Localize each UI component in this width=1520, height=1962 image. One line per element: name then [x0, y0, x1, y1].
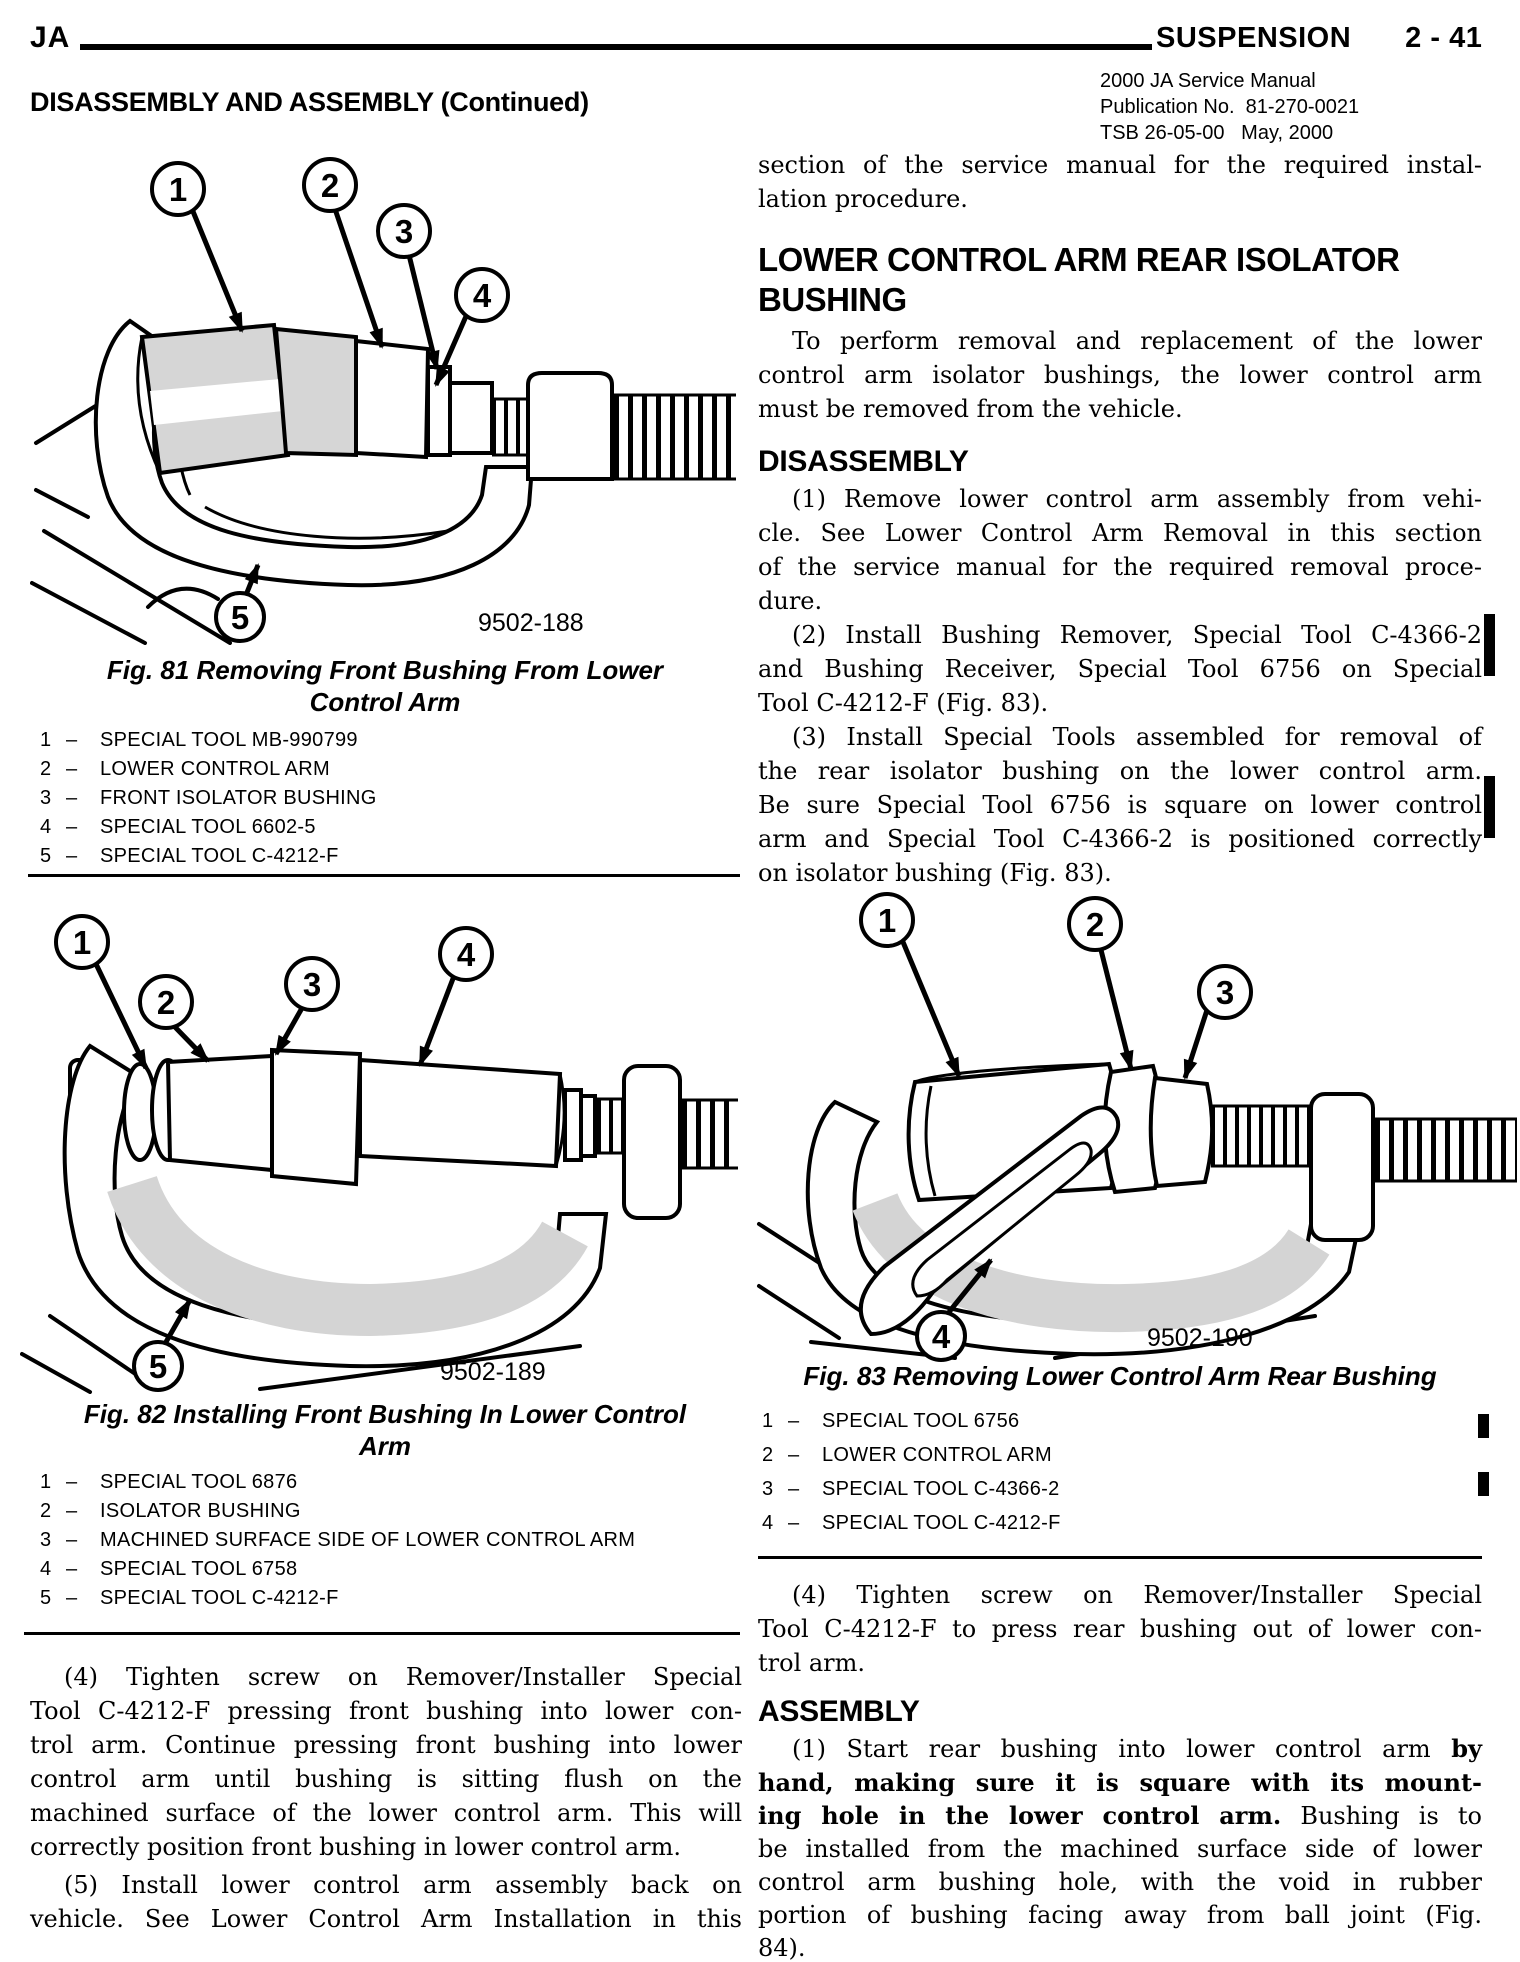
- figure-83-legend: [762, 1404, 1462, 1540]
- tool-stack: [124, 1050, 595, 1184]
- figure-82-caption: Fig. 82 Installing Front Bushing In Lower Control Arm: [83, 1399, 687, 1461]
- figure-82-legend: [40, 1468, 740, 1613]
- column-divider-rule: [28, 874, 740, 877]
- page-number: 2 - 41: [1405, 22, 1483, 54]
- column-divider-rule: [24, 1632, 740, 1635]
- legend-item: 4 – SPECIAL TOOL 6602-5: [40, 816, 316, 838]
- svg-text:2: 2: [1085, 906, 1105, 943]
- revision-bar: [1478, 1414, 1489, 1438]
- legend-item: 4 – SPECIAL TOOL 6758: [40, 1558, 298, 1580]
- disassembly-heading: DISASSEMBLY: [758, 445, 969, 478]
- page-header: [1156, 22, 1482, 54]
- callout-4: [429, 269, 508, 390]
- assembly-heading: ASSEMBLY: [758, 1695, 920, 1728]
- section-heading: LOWER CONTROL ARM REAR ISOLATOR BUSHING: [758, 241, 1400, 318]
- legend-item: 5 – SPECIAL TOOL C-4212-F: [40, 845, 339, 867]
- figure-id-label: 9502-190: [1147, 1324, 1253, 1352]
- manual-info: [1100, 68, 1359, 146]
- legend-item: 5 – SPECIAL TOOL C-4212-F: [40, 1587, 339, 1609]
- tsb-number: TSB 26-05-00 May, 2000: [1100, 122, 1334, 144]
- callout-2: [304, 159, 389, 351]
- legend-item: 3 – MACHINED SURFACE SIDE OF LOWER CONTROL ARM: [40, 1529, 636, 1551]
- legend-item: 3 – FRONT ISOLATOR BUSHING: [40, 787, 377, 809]
- figure-83-caption: Fig. 83 Removing Lower Control Arm Rear Bushing: [803, 1361, 1437, 1391]
- legend-item: 1 – SPECIAL TOOL 6756: [762, 1410, 1020, 1432]
- svg-text:3: 3: [394, 213, 414, 250]
- legend-item: 2 – LOWER CONTROL ARM: [762, 1444, 1052, 1466]
- svg-text:4: 4: [931, 1318, 951, 1355]
- callout-2: [140, 976, 214, 1067]
- paragraph-step-2: (2) Install Bushing Remover, Special Tool C-4366-2 and Bushing Receiver, Special Tool 6756 on Special Tool C-4212-F (Fig. 83).: [758, 621, 1482, 717]
- figure-82-drawing: [20, 884, 740, 1394]
- revision-bar: [1478, 1472, 1489, 1496]
- svg-text:5: 5: [230, 599, 250, 636]
- callout-3: [1178, 966, 1251, 1082]
- svg-text:1: 1: [877, 902, 897, 939]
- callout-1: [56, 916, 153, 1073]
- continued-heading: DISASSEMBLY AND ASSEMBLY (Continued): [30, 87, 589, 117]
- figure-id-label: 9502-188: [478, 609, 584, 637]
- figure-81-drawing: [30, 145, 740, 645]
- legend-item: 1 – SPECIAL TOOL 6876: [40, 1471, 298, 1493]
- paragraph-intro-continued: section of the service manual for the required instal- lation procedure.: [758, 151, 1482, 213]
- legend-item: 2 – ISOLATOR BUSHING: [40, 1500, 301, 1522]
- figure-81-legend: [40, 726, 740, 871]
- revision-bar: [1484, 776, 1495, 838]
- svg-text:5: 5: [148, 1348, 168, 1385]
- header-rule: [80, 44, 1152, 50]
- publication-number: Publication No. 81-270-0021: [1100, 96, 1360, 118]
- legend-item: 1 – SPECIAL TOOL MB-990799: [40, 729, 358, 751]
- callout-3: [269, 958, 338, 1059]
- legend-item: 4 – SPECIAL TOOL C-4212-F: [762, 1512, 1061, 1534]
- page-header-code: JA: [30, 21, 71, 54]
- svg-text:2: 2: [156, 984, 176, 1021]
- figure-id-label: 9502-189: [440, 1358, 546, 1386]
- paragraph-step-1: (1) Remove lower control arm assembly from vehi- cle. See Lower Control Arm Removal in this section of the service manual for the required removal proce- dure.: [758, 485, 1482, 615]
- callout-1: [152, 163, 249, 335]
- figure-81-caption: Fig. 81 Removing Front Bushing From Lower Control Arm: [106, 655, 664, 717]
- svg-text:4: 4: [472, 277, 492, 314]
- callout-1: [861, 894, 966, 1081]
- svg-text:2: 2: [320, 167, 340, 204]
- paragraph-step-4-left: (4) Tighten screw on Remover/Installer Special Tool C-4212-F pressing front bushing into lower con- trol arm. Continue pressing front bushing into lower control arm until bushing is sitting flush on the machined surface of the lower control arm. This will correctly position front bushing in lower control arm.: [30, 1663, 742, 1861]
- column-divider-rule: [758, 1556, 1482, 1559]
- svg-text:1: 1: [168, 171, 188, 208]
- paragraph-step-5-left: (5) Install lower control arm assembly back on vehicle. See Lower Control Arm Installation in this: [30, 1871, 742, 1933]
- manual-name: 2000 JA Service Manual: [1100, 70, 1316, 92]
- legend-item: 3 – SPECIAL TOOL C-4366-2: [762, 1478, 1060, 1500]
- paragraph-step-3: (3) Install Special Tools assembled for removal of the rear isolator bushing on the lower control arm. Be sure Special Tool 6756 is square on lower control arm and Special Tool C-4366-2 is positioned correctly on isolator bushing (Fig. 83).: [758, 723, 1482, 887]
- callout-4: [413, 928, 492, 1069]
- legend-item: 2 – LOWER CONTROL ARM: [40, 758, 330, 780]
- paragraph-assembly-step-1: (1) Start rear bushing into lower control arm by hand, making sure it is square with its mount- ing hole in the lower control arm. Bushing is to be installed from the machined surface side of lower control arm bushing hole, with the void in rubber portion of bushing facing away from ball joint (Fig. 84).: [758, 1734, 1483, 1962]
- svg-text:1: 1: [72, 924, 92, 961]
- section-title: SUSPENSION: [1156, 22, 1352, 54]
- svg-text:3: 3: [1215, 974, 1235, 1011]
- svg-text:4: 4: [456, 936, 476, 973]
- figure-83-drawing: [755, 876, 1520, 1364]
- callout-2: [1069, 898, 1138, 1073]
- paragraph-overview: To perform removal and replacement of the lower control arm isolator bushings, the lower control arm must be removed from the vehicle.: [758, 327, 1482, 423]
- revision-bar: [1484, 614, 1495, 676]
- tool-stack: [138, 325, 492, 473]
- paragraph-step-4-right: (4) Tighten screw on Remover/Installer Special Tool C-4212-F to press rear bushing out of lower con- trol arm.: [758, 1581, 1482, 1677]
- svg-text:3: 3: [302, 966, 322, 1003]
